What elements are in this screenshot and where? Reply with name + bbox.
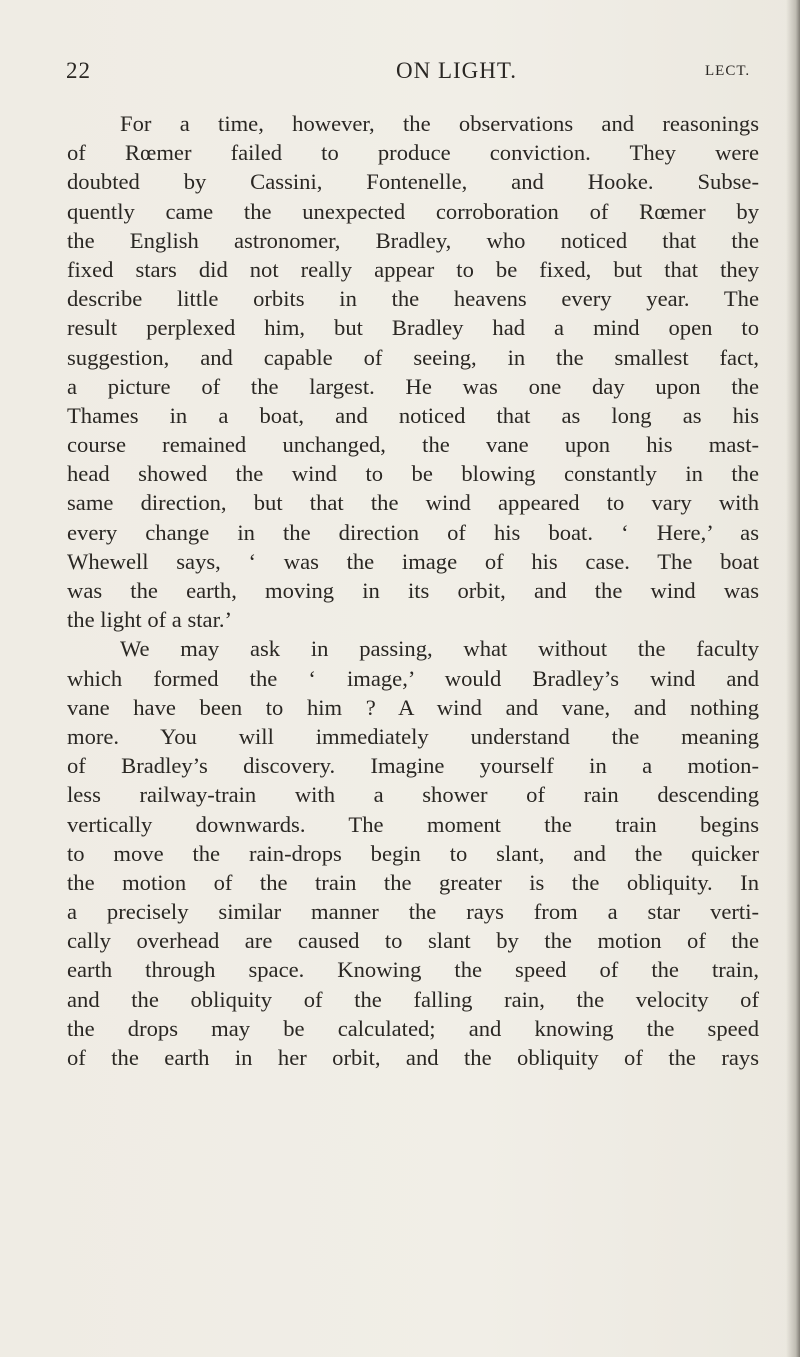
section-mark: LECT. xyxy=(705,63,751,79)
text-line: fixed stars did not really appear to be fixed, but that they xyxy=(67,256,759,282)
text-line: to move the rain-drops begin to slant, and the quicker xyxy=(67,840,759,866)
text-line: a picture of the largest. He was one day upon the xyxy=(67,373,759,399)
text-line: of Bradley’s discovery. Imagine yourself in a motion- xyxy=(67,753,759,779)
text-line: was the earth, moving in its orbit, and the wind was xyxy=(67,578,759,603)
text-line: the light of a star.’ xyxy=(67,607,233,633)
text-line: result perplexed him, but Bradley had a mind open to xyxy=(67,315,759,341)
running-head: ON LIGHT. xyxy=(396,58,517,83)
text-line: earth through space. Knowing the speed of the train, xyxy=(67,957,759,983)
text-line: Whewell says, ‘ was the image of his case. The boat xyxy=(67,548,759,574)
text-line: doubted by Cassini, Fontenelle, and Hooke. Subse- xyxy=(67,169,759,195)
text-line: and the obliquity of the falling rain, the velocity of xyxy=(67,986,759,1012)
body-text xyxy=(67,109,759,1072)
text-line: the English astronomer, Bradley, who noticed that the xyxy=(67,227,759,253)
text-line: the motion of the train the greater is the obliquity. In xyxy=(67,869,759,895)
text-line: describe little orbits in the heavens every year. The xyxy=(67,286,759,312)
text-line: less railway-train with a shower of rain descending xyxy=(67,782,759,808)
text-line: of the earth in her orbit, and the obliquity of the rays xyxy=(67,1045,759,1070)
text-line: every change in the direction of his boat. ‘ Here,’ as xyxy=(67,519,759,545)
text-line: head showed the wind to be blowing constantly in the xyxy=(67,461,759,487)
text-line: For a time, however, the observations and reasonings xyxy=(120,111,759,136)
text-line: a precisely similar manner the rays from a star verti- xyxy=(67,899,759,925)
text-line: the drops may be calculated; and knowing the speed xyxy=(67,1015,759,1041)
text-line: of Rœmer failed to produce conviction. They were xyxy=(67,140,759,166)
text-line: course remained unchanged, the vane upon his mast- xyxy=(67,432,759,458)
page-number: 22 xyxy=(66,58,91,83)
page-header xyxy=(0,58,800,88)
text-line: quently came the unexpected corroboration of Rœmer by xyxy=(67,198,759,224)
text-line: vertically downwards. The moment the train begins xyxy=(67,811,759,837)
text-line: which formed the ‘ image,’ would Bradley’s wind and xyxy=(67,665,759,691)
text-line: suggestion, and capable of seeing, in the smallest fact, xyxy=(67,344,759,370)
text-line: vane have been to him ? A wind and vane, and nothing xyxy=(67,694,759,720)
page-edge-shadow xyxy=(786,0,800,1357)
text-line: same direction, but that the wind appeared to vary with xyxy=(67,490,759,516)
text-line: more. You will immediately understand the meaning xyxy=(67,723,759,749)
text-line: cally overhead are caused to slant by the motion of the xyxy=(67,928,759,954)
text-line: We may ask in passing, what without the faculty xyxy=(120,636,759,662)
text-line: Thames in a boat, and noticed that as long as his xyxy=(67,402,759,428)
